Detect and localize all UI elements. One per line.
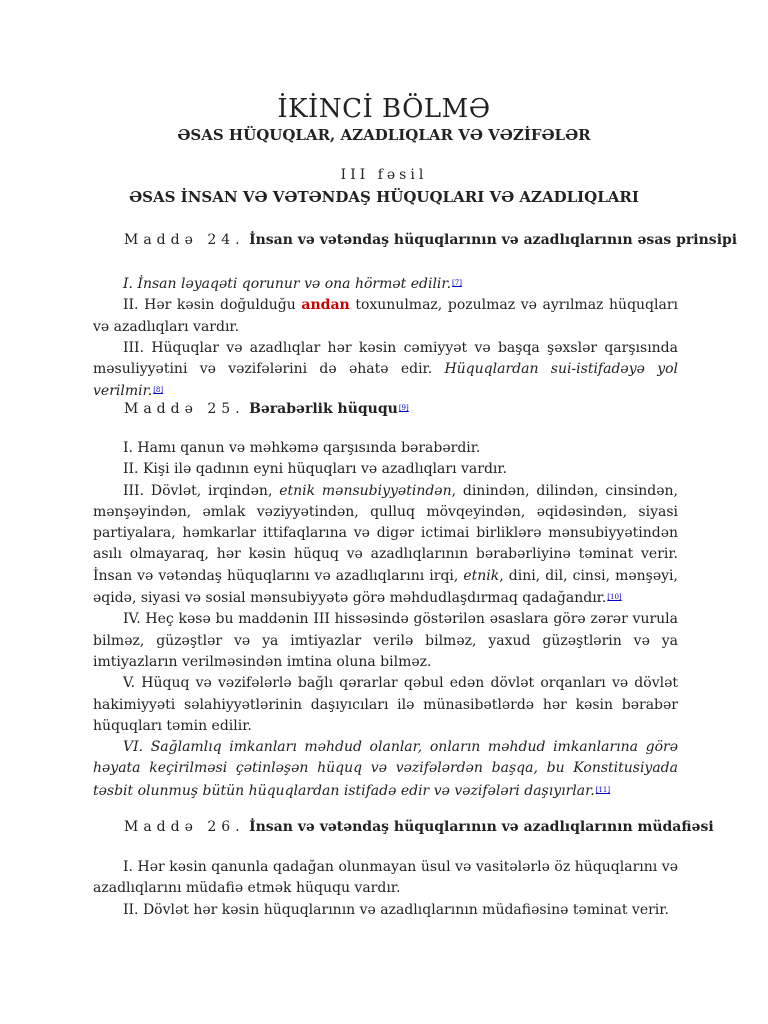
paragraph-italic-text: Hüquqlardan sui-istifadəyə yol verilmir. (93, 361, 679, 400)
article-26-body (93, 857, 678, 921)
paragraph (93, 273, 678, 295)
highlighted-word: andan (301, 297, 350, 314)
article-title: Bərabərlik hüququ (249, 401, 398, 417)
article-title: İnsan və vətəndaş hüquqlarının və azadlıqlarının əsas prinsipi (249, 232, 738, 248)
paragraph (93, 609, 678, 673)
footnote-link[interactable]: [7] (452, 279, 462, 287)
chapter-number: III fəsil (340, 167, 428, 183)
paragraph-text: V. Hüquq və vəzifələrlə bağlı qərarlar qəbul edən dövlət orqanları və dövlət hakimiyyəti səlahiyyətlərinin daşıyıcıları ilə münasibətlərdə hər kəsin bərabər hüquqları təmin edilir. (93, 675, 678, 734)
chapter-title: ƏSAS İNSAN VƏ VƏTƏNDAŞ HÜQUQLARI VƏ AZADLIQLARI (129, 188, 639, 206)
article-24-body (93, 273, 678, 403)
paragraph-text: , dinindən, dilindən, cinsindən, mənşəyindən, əmlak vəziyyətindən, qulluq mövqeyindən, əqidəsindən, siyasi partiyalara, həmkarlar ittifaqlarına və digər ictimai birliklərə mənsubiyyətindən asılı olmayaraq, hər kəsin hüquq və azadlıqlarının bərabərliyinə təminat verir. İnsan və vətəndaş hüquqlarını və azadlıqlarını irqi, (93, 482, 678, 584)
part-title: İKİNCİ BÖLMƏ (277, 94, 491, 124)
paragraph-italic-text: etnik mənsubiyyətindən (279, 482, 452, 499)
paragraph (93, 438, 678, 459)
paragraph-text: II. Hər kəsin doğulduğu (123, 297, 302, 314)
footnote-link[interactable]: [8] (153, 386, 164, 395)
part-subtitle: ƏSAS HÜQUQLAR, AZADLIQLAR VƏ VƏZİFƏLƏR (177, 126, 591, 144)
paragraph-text: I. İnsan ləyaqəti qorunur və ona hörmət edilir. (123, 276, 452, 292)
paragraph-italic-text: VI. Sağlamlıq imkanları məhdud olanlar, onların məhdud imkanlarına görə həyata keçirilməsi çətinləşən hüquq və vəzifələrdən başqa, bu Konstitusiyada təsbit olunmuş bütün hüquqlardan istifadə edir və vəzifələri daşıyırlar. (93, 739, 678, 799)
article-25-heading (124, 397, 678, 420)
paragraph (93, 295, 678, 338)
article-label: Maddə 26. (124, 819, 245, 835)
paragraph-text: III. Hüquqlar və azadlıqlar hər kəsin cəmiyyət və başqa şəxslər qarşısında məsuliyyətini və vəzifələrini də əhatə edir. (93, 339, 678, 378)
paragraph (93, 737, 678, 802)
footnote-link[interactable]: [9] (398, 404, 409, 412)
footnote-link[interactable]: [11] (595, 785, 611, 794)
paragraph-text: I. Hamı qanun və məhkəmə qarşısında bərabərdir. (123, 440, 481, 456)
paragraph (93, 338, 678, 403)
article-title: İnsan və vətəndaş hüquqlarının və azadlıqlarının müdafiəsi (249, 819, 714, 835)
paragraph-text: III. Dövlət, irqindən, (123, 482, 280, 499)
footnote-link[interactable]: [10] (607, 593, 622, 602)
paragraph-text: II. Kişi ilə qadının eyni hüquqları və azadlıqları vardır. (123, 461, 507, 478)
paragraph (93, 900, 678, 921)
article-label: Maddə 24. (124, 232, 245, 248)
paragraph (93, 857, 678, 900)
paragraph-text: I. Hər kəsin qanunla qadağan olunmayan üsul və vasitələrlə öz hüquqlarını və azadlıqlarını müdafiə etmək hüququ vardır. (93, 859, 678, 897)
paragraph (93, 459, 678, 480)
paragraph-italic-text: etnik (463, 567, 500, 584)
article-25-body (93, 438, 678, 802)
paragraph-text: toxunulmaz, pozulmaz və ayrılmaz hüquqları və azadlıqları vardır. (93, 297, 679, 335)
article-26-heading (124, 816, 714, 838)
paragraph-text: II. Dövlət hər kəsin hüquqlarının və azadlıqlarının müdafiəsinə təminat verir. (123, 901, 669, 918)
paragraph (93, 481, 678, 610)
paragraph (93, 673, 678, 737)
article-label: Maddə 25. (124, 401, 245, 417)
paragraph-text: IV. Heç kəsə bu maddənin III hissəsində göstərilən əsaslara görə zərər vurula bilməz, güzəştlər və ya imtiyazlar verilə bilməz, yaxud güzəştlərin və ya imtiyazların verilməsindən imtina oluna bilməz. (93, 611, 678, 670)
paragraph-text: , dini, dil, cinsi, mənşəyi, əqidə, siyasi və sosial mənsubiyyətə görə məhdudlaşdırmaq qadağandır. (93, 567, 678, 607)
article-24-heading (124, 229, 738, 251)
